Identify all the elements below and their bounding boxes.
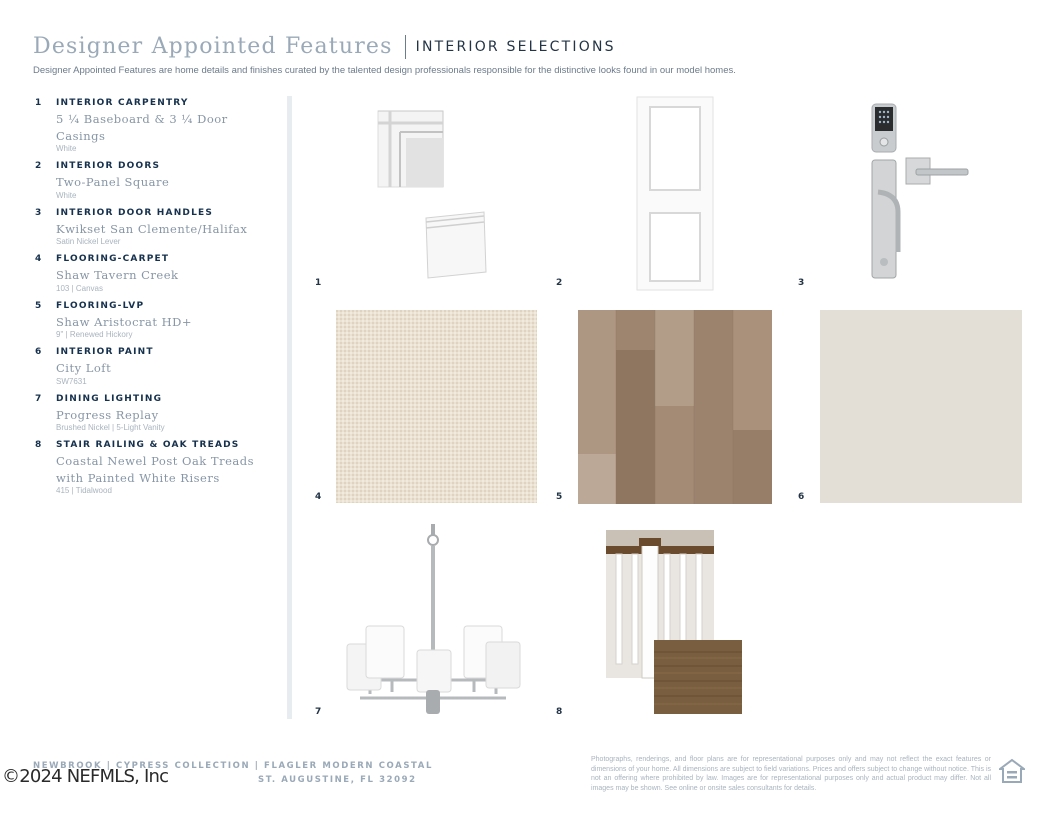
- item-name: Shaw Aristocrat HD+: [56, 314, 193, 329]
- item-name: 5 ¼ Baseboard & 3 ¼ Door Casings: [56, 112, 228, 143]
- list-item: [35, 301, 280, 341]
- image-caption-4: 4: [315, 492, 322, 502]
- selection-list: [35, 98, 280, 503]
- title-divider: [405, 35, 406, 59]
- item-detail: Satin Nickel Lever: [56, 237, 121, 246]
- item-detail: 103 | Canvas: [56, 283, 103, 293]
- list-item: [35, 440, 280, 496]
- stair-railing-image: [606, 530, 742, 714]
- list-item: [35, 394, 280, 434]
- item-number: 7: [35, 393, 43, 404]
- title-row: [33, 34, 1033, 59]
- item-name: Shaw Tavern Creek: [56, 268, 179, 282]
- chandelier-image: [340, 522, 525, 718]
- footer-line-2: ST. AUGUSTINE, FL 32092: [258, 775, 417, 785]
- door-handle-image: [868, 102, 970, 282]
- item-category: INTERIOR PAINT: [56, 347, 154, 357]
- carpet-swatch: [336, 310, 537, 503]
- item-name: City Loft: [56, 361, 112, 375]
- item-category: INTERIOR DOOR HANDLES: [56, 207, 214, 218]
- list-item: [35, 254, 280, 294]
- copyright-watermark: ©2024 NEFMLS, Inc: [2, 766, 169, 787]
- image-caption-7: 7: [315, 707, 322, 717]
- item-category: STAIR RAILING & OAK TREADS: [56, 440, 240, 450]
- equal-housing-icon: [999, 758, 1025, 784]
- intro-text: Designer Appointed Features are home details and finishes curated by the talented design professionals responsible for the distinctive looks found in our model homes.: [33, 65, 736, 76]
- image-caption-3: 3: [798, 278, 805, 288]
- item-category: FLOORING-CARPET: [56, 254, 170, 264]
- list-item: [35, 161, 280, 201]
- item-number: 2: [35, 161, 43, 171]
- vertical-divider: [287, 96, 292, 719]
- page-title: Designer Appointed Features: [33, 34, 393, 59]
- item-detail: Brushed Nickel | 5-Light Vanity: [56, 423, 165, 432]
- item-number: 5: [35, 300, 43, 311]
- image-caption-1: 1: [315, 278, 322, 288]
- item-name: Coastal Newel Post Oak Treads with Painted White Risers: [56, 454, 255, 485]
- page-header: [33, 34, 1033, 76]
- image-caption-8: 8: [556, 707, 563, 717]
- item-number: 1: [35, 98, 43, 108]
- list-item: [35, 208, 280, 248]
- image-caption-5: 5: [556, 492, 563, 502]
- item-number: 3: [35, 207, 43, 218]
- footer-line-1: NEWBROOK | CYPRESS COLLECTION | FLAGLER MODERN COASTAL: [33, 761, 433, 771]
- page-subtitle: INTERIOR SELECTIONS: [415, 38, 616, 55]
- list-item: [35, 347, 280, 387]
- item-number: 4: [35, 254, 43, 264]
- paint-swatch: [820, 310, 1022, 503]
- item-detail: White: [56, 144, 77, 153]
- item-detail: 415 | Tidalwood: [56, 486, 112, 495]
- item-name: Two-Panel Square: [56, 175, 170, 189]
- item-name: Kwikset San Clemente/Halifax: [56, 221, 248, 236]
- item-number: 8: [35, 440, 43, 450]
- item-category: FLOORING-LVP: [56, 300, 145, 311]
- image-caption-6: 6: [798, 492, 805, 502]
- item-category: DINING LIGHTING: [56, 393, 163, 404]
- image-caption-2: 2: [556, 278, 563, 288]
- item-detail: 9" | Renewed Hickory: [56, 330, 133, 339]
- lvp-swatch: [578, 310, 772, 504]
- footer-disclaimer: Photographs, renderings, and floor plans are for representational purposes only and may not reflect the exact features or dimensions of your home. All dimensions are subject to field variations. Prices and offers subject to change without notice. This is not an offering where prohibited by law. Images are for representational purposes only and actual product may differ. Not all images may be shown. See online or onsite sales consultants for details.: [591, 756, 991, 792]
- item-number: 6: [35, 347, 43, 357]
- item-category: INTERIOR CARPENTRY: [56, 98, 189, 108]
- item-detail: SW7631: [56, 376, 87, 386]
- item-name: Progress Replay: [56, 407, 159, 422]
- list-item: [35, 98, 280, 154]
- item-category: INTERIOR DOORS: [56, 161, 161, 171]
- item-detail: White: [56, 190, 77, 200]
- carpentry-image: [370, 106, 490, 281]
- door-image: [636, 96, 714, 291]
